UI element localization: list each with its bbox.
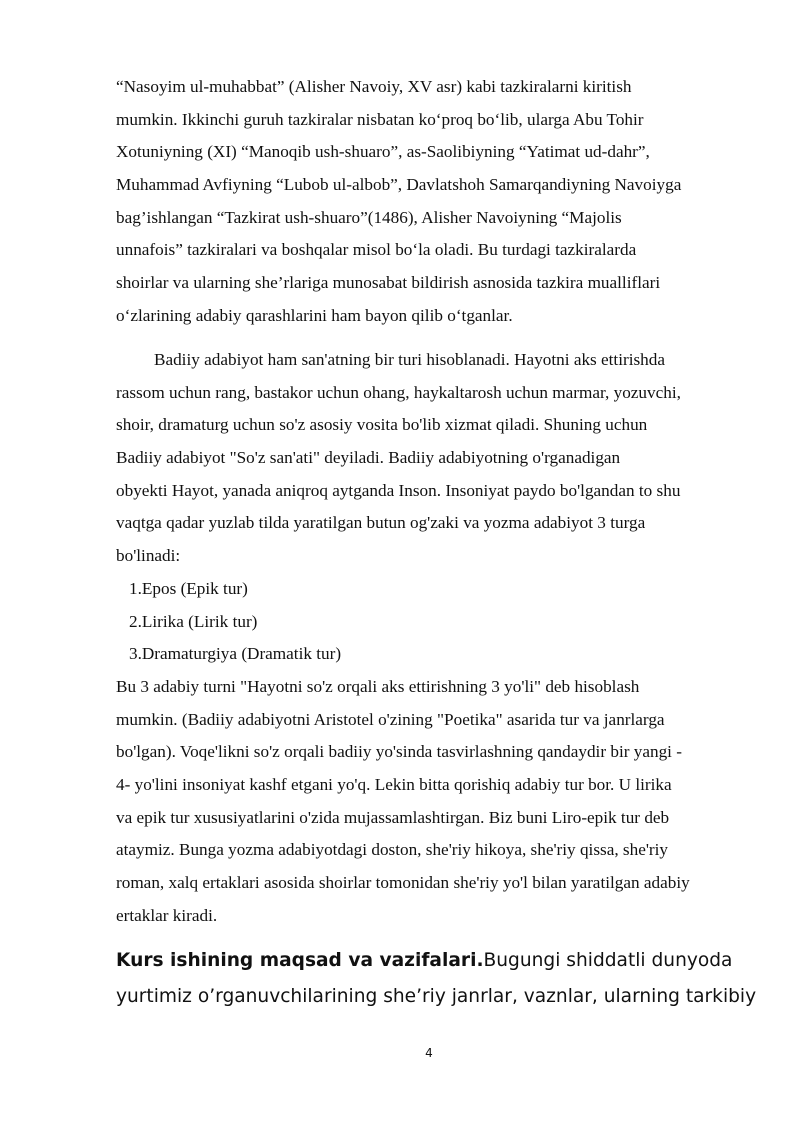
text-line: bag’ishlangan “Tazkirat ush-shuaro”(1486), Alisher Navoiyning “Majolis bbox=[116, 207, 622, 227]
text-line: Xotuniyning (XI) “Manoqib ush-shuaro”, as-Saolibiyning “Yatimat ud-dahr”, bbox=[116, 142, 650, 162]
list-item: 2.Lirika (Lirik tur) bbox=[129, 611, 258, 631]
paragraph-badiiy-adabiyot bbox=[116, 344, 756, 932]
text-line: Bu 3 adabiy turni "Hayotni so'z orqali aks ettirishning 3 yo'li" deb hisoblash bbox=[116, 676, 640, 696]
text-line: o‘zlarining adabiy qarashlarini ham bayon qilib o‘tganlar. bbox=[116, 305, 513, 325]
text-line: vaqtga qadar yuzlab tilda yaratilgan butun og'zaki va yozma adabiyot 3 turga bbox=[116, 513, 646, 533]
text-line: Badiiy adabiyot "So'z san'ati" deyiladi. Badiiy adabiyotning o'rganadigan bbox=[116, 448, 621, 468]
paragraph-tazkiralar bbox=[116, 71, 756, 333]
list-item: 1.Epos (Epik tur) bbox=[129, 578, 248, 598]
text-line: bo'lgan). Voqe'likni so'z orqali badiiy yo'sinda tasvirlashning qandaydir bir yangi - bbox=[116, 742, 682, 762]
text-line: roman, xalq ertaklari asosida shoirlar tomonidan she'riy yo'l bilan yaratilgan adabiy bbox=[116, 873, 690, 892]
text-line: Muhammad Avfiyning “Lubob ul-albob”, Davlatshoh Samarqandiyning Navoiyga bbox=[116, 175, 682, 195]
text-line: “Nasoyim ul-muhabbat” (Alisher Navoiy, XV asr) kabi tazkiralarni kiritish bbox=[116, 77, 632, 96]
text-line: mumkin. (Badiiy adabiyotni Aristotel o'zining "Poetika" asarida tur va janrlarga bbox=[116, 709, 665, 729]
text-line: 4- yo'lini insoniyat kashf etgani yo'q. Lekin bitta qorishiq adabiy tur bor. U lirika bbox=[116, 774, 672, 794]
text-line: ertaklar kiradi. bbox=[116, 905, 218, 925]
list-item: 3.Dramaturgiya (Dramatik tur) bbox=[129, 644, 342, 664]
heading-line-text: Bugungi shiddatli dunyoda bbox=[483, 950, 733, 971]
page-number: 4 bbox=[425, 1046, 433, 1060]
section-kurs-ishi bbox=[116, 943, 776, 1015]
text-line: Badiiy adabiyot ham san'atning bir turi hisoblanadi. Hayotni aks ettirishda bbox=[154, 350, 665, 369]
text-line: bo'linadi: bbox=[116, 546, 181, 566]
heading-line-1 bbox=[116, 943, 776, 979]
text-line: shoirlar va ularning she’rlariga munosabat bildirish asnosida tazkira mualliflari bbox=[116, 273, 661, 293]
section-heading: Kurs ishining maqsad va vazifalari. bbox=[116, 950, 484, 971]
text-line: mumkin. Ikkinchi guruh tazkiralar nisbatan ko‘proq bo‘lib, ularga Abu Tohir bbox=[116, 109, 644, 129]
text-line: ataymiz. Bunga yozma adabiyotdagi doston, she'riy hikoya, she'riy qissa, she'riy bbox=[116, 840, 669, 860]
text-line: va epik tur xususiyatlarini o'zida mujassamlashtirgan. Biz buni Liro-epik tur deb bbox=[116, 807, 670, 827]
text-line: obyekti Hayot, yanada aniqroq aytganda Inson. Insoniyat paydo bo'lgandan to shu bbox=[116, 480, 681, 500]
heading-line-2: yurtimiz o’rganuvchilarining she’riy janrlar, vaznlar, ularning tarkibiy bbox=[116, 986, 757, 1007]
text-line: rassom uchun rang, bastakor uchun ohang, haykaltarosh uchun marmar, yozuvchi, bbox=[116, 382, 681, 402]
text-line: unnafois” tazkiralari va boshqalar misol bo‘la oladi. Bu turdagi tazkiralarda bbox=[116, 240, 637, 260]
text-line: shoir, dramaturg uchun so'z asosiy vosita bo'lib xizmat qiladi. Shuning uchun bbox=[116, 415, 648, 435]
